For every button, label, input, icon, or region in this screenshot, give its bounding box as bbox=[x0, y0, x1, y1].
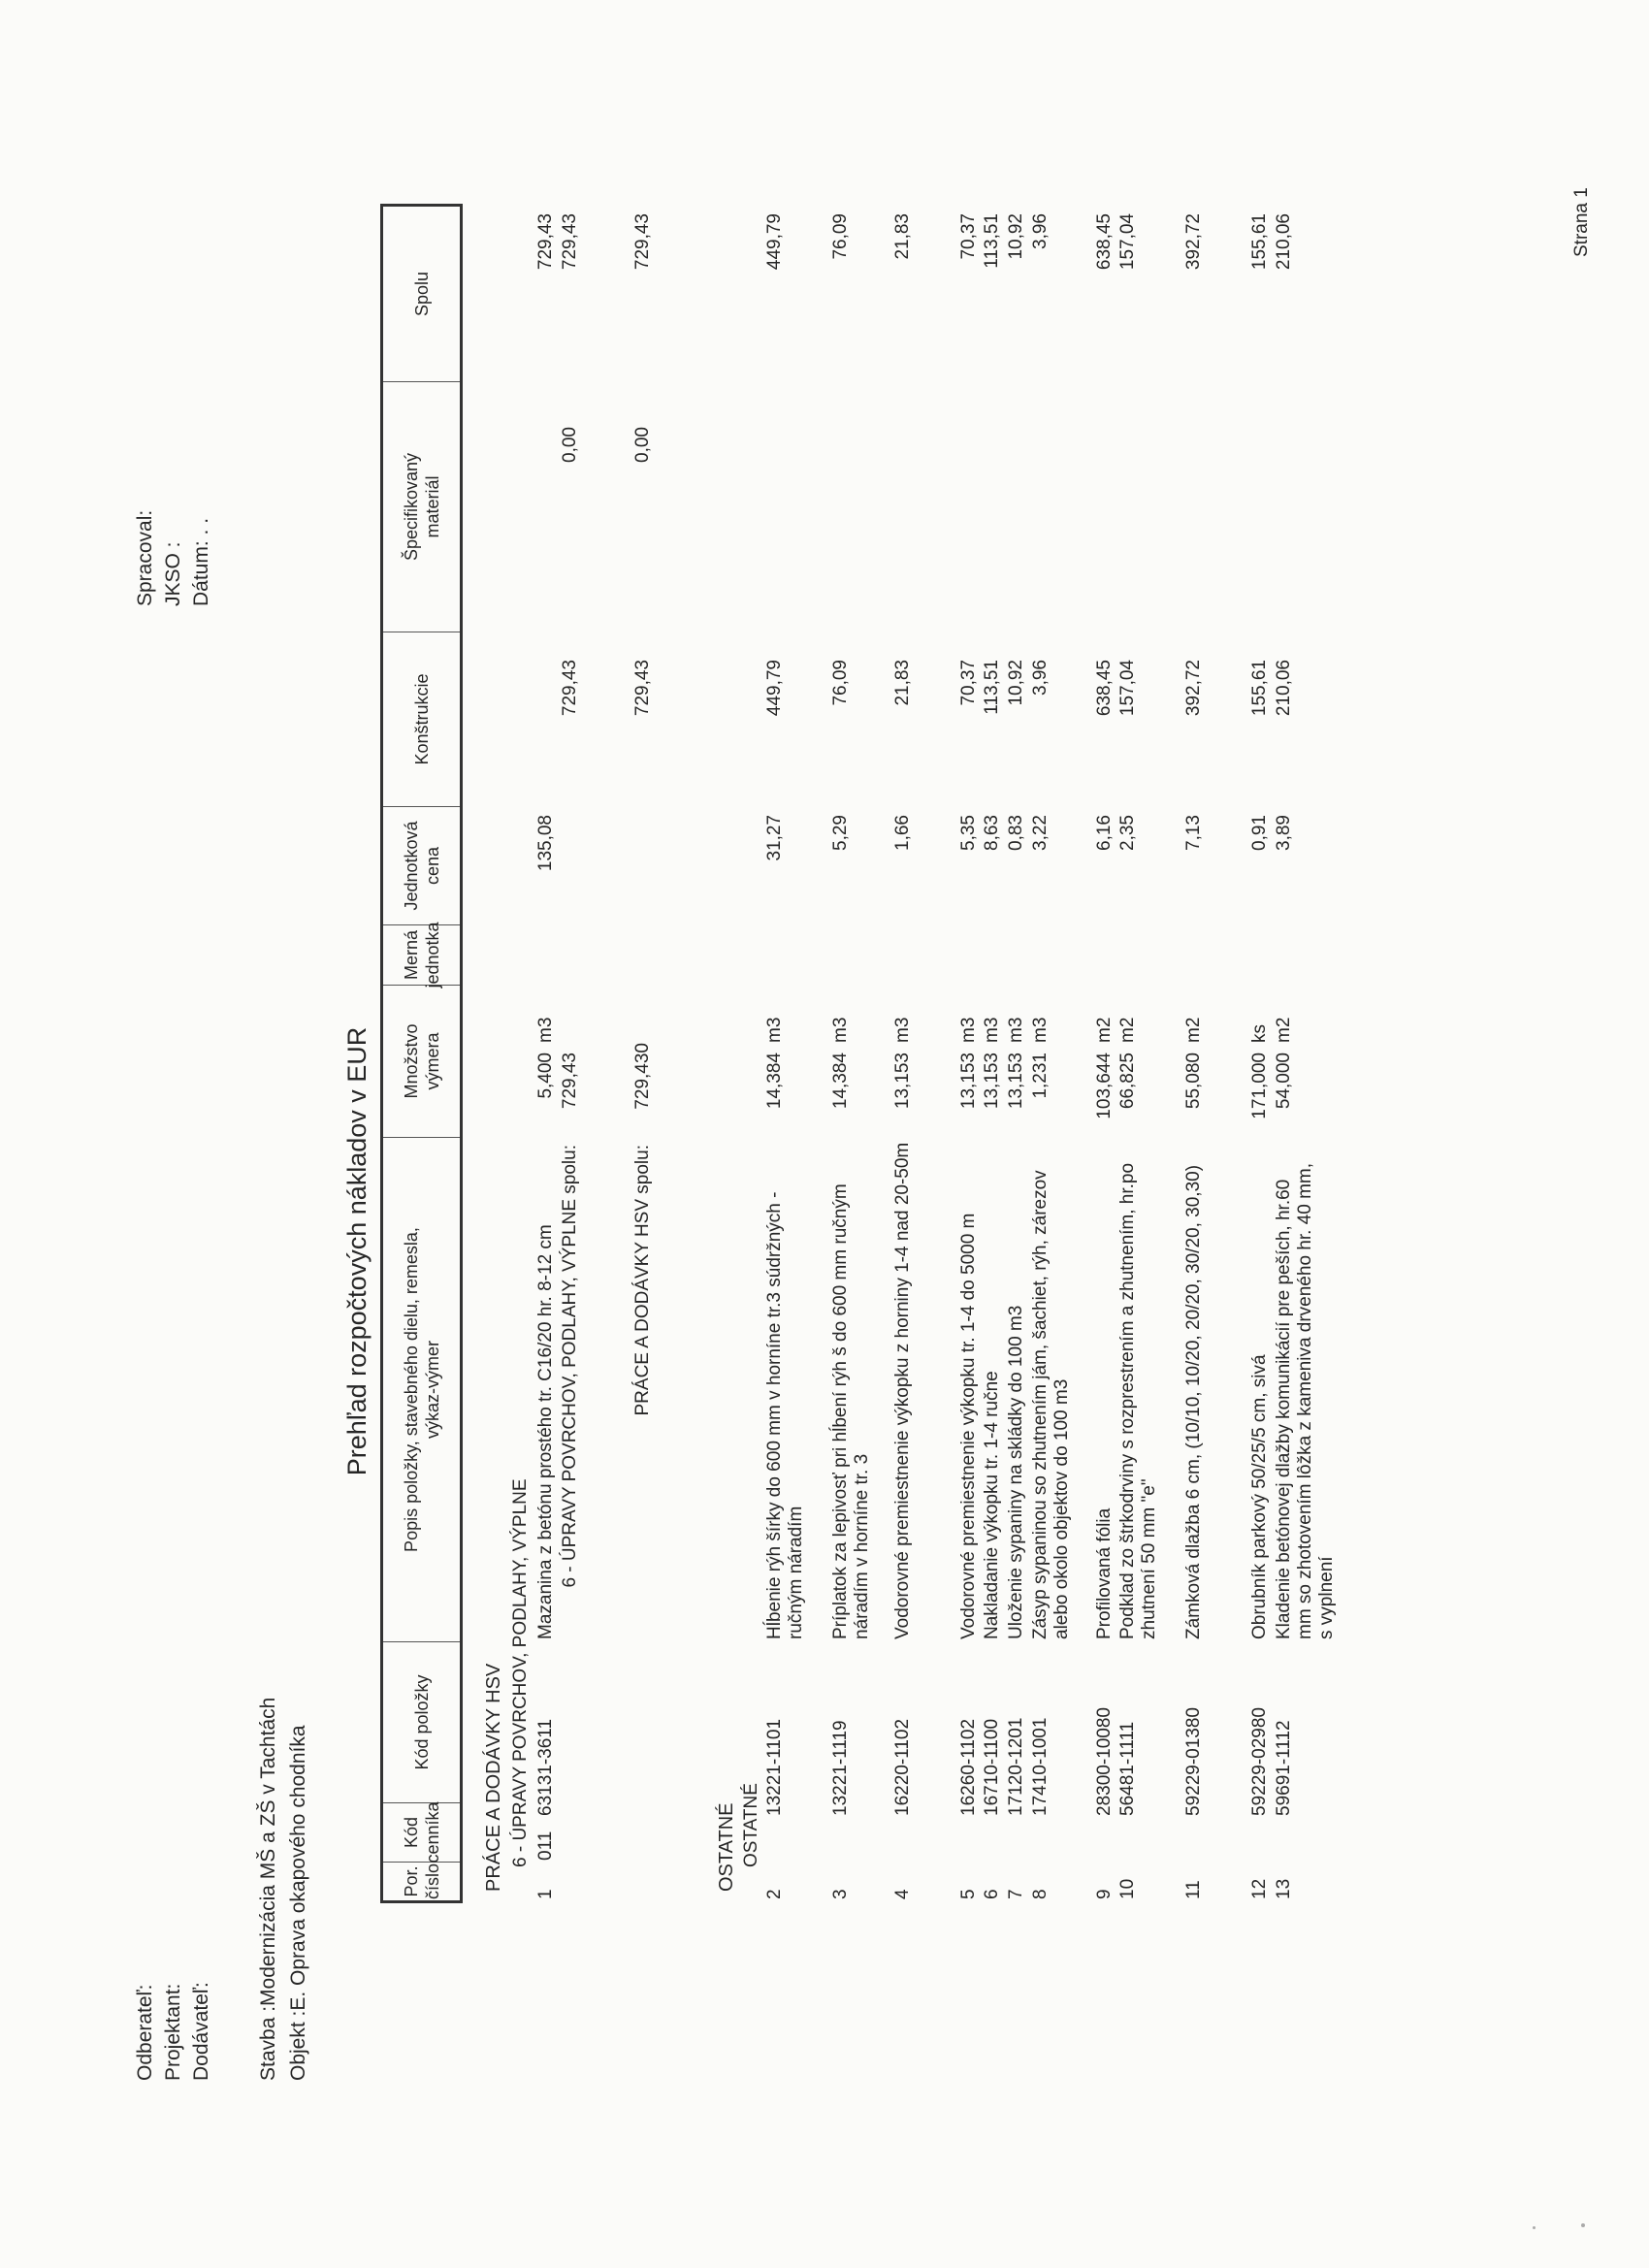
row-2-spolu: 449,79 bbox=[764, 213, 785, 271]
col-por: Por. číslo bbox=[383, 1862, 460, 1900]
row-1-qty: 5,400 bbox=[535, 1053, 556, 1099]
row-13-por: 13 bbox=[1274, 1878, 1294, 1899]
row-2-kp: 13221-1101 bbox=[764, 1718, 785, 1816]
section-ostatne: OSTATNÉ bbox=[716, 1802, 737, 1892]
hsv-sum-mat: 0,00 bbox=[632, 427, 653, 463]
row-5-qty: 13,153 bbox=[958, 1053, 979, 1110]
row-3-konstr: 76,09 bbox=[830, 660, 851, 706]
row-1-kod: 011 bbox=[535, 1831, 556, 1861]
row-9-spolu: 638,45 bbox=[1094, 213, 1115, 271]
row-12-konstr: 155,61 bbox=[1249, 660, 1270, 717]
row-9-por: 9 bbox=[1094, 1889, 1115, 1899]
hsv-sum-konstr: 729,43 bbox=[632, 660, 653, 717]
row-13-jc: 3,89 bbox=[1274, 815, 1294, 851]
row-7-qty: 13,153 bbox=[1006, 1053, 1026, 1110]
scan-speck bbox=[1581, 2223, 1585, 2227]
row-2-konstr: 449,79 bbox=[764, 660, 785, 717]
section-upravy: 6 - ÚPRAVY POVRCHOV, PODLAHY, VÝPLNE bbox=[510, 1478, 531, 1867]
col-popis: Popis položky, stavebného dielu, remesla, výkaz-výmer bbox=[383, 1137, 460, 1641]
stavba-label: Stavba :Modernizácia MŠ a ZŠ v Tachtách bbox=[257, 1697, 279, 2081]
row-10-konstr: 157,04 bbox=[1117, 660, 1138, 717]
row-8-qty: 1,231 bbox=[1030, 1053, 1051, 1099]
row-13-spolu: 210,06 bbox=[1274, 213, 1294, 271]
row-13-konstr: 210,06 bbox=[1274, 660, 1294, 717]
row-13-qty: 54,000 bbox=[1274, 1053, 1294, 1110]
row-2-popis: Hĺbenie rýh šírky do 600 mm v horníne tr.3 súdržných - ručným náradím bbox=[764, 1191, 806, 1639]
row-11-popis: Zámková dlažba 6 cm, (10/10, 10/20, 20/20, 30/20, 30,30) bbox=[1183, 1164, 1204, 1639]
row-5-jc: 5,35 bbox=[958, 815, 979, 851]
row-7-kp: 17120-1201 bbox=[1006, 1717, 1026, 1816]
projektant-label: Projektant: bbox=[162, 1983, 184, 2081]
row-1-spolu: 729,43 bbox=[535, 213, 556, 271]
col-spolu: Spolu bbox=[411, 271, 432, 317]
row-8-kp: 17410-1001 bbox=[1030, 1717, 1051, 1816]
row-4-por: 4 bbox=[892, 1889, 913, 1899]
row-9-mj: m2 bbox=[1094, 1017, 1115, 1043]
row-3-qty: 14,384 bbox=[830, 1053, 851, 1110]
row-4-kp: 16220-1102 bbox=[892, 1718, 913, 1816]
row-1-por: 1 bbox=[535, 1889, 556, 1899]
row-4-jc: 1,66 bbox=[892, 815, 913, 851]
row-6-kp: 16710-1100 bbox=[982, 1718, 1002, 1816]
row-5-kp: 16260-1102 bbox=[958, 1718, 979, 1816]
col-material: Špecifikovaný materiál bbox=[383, 381, 460, 632]
section-ostatne-sub: OSTATNÉ bbox=[741, 1783, 761, 1867]
row-12-popis: Obrubník parkový 50/25/5 cm, sivá bbox=[1249, 1354, 1270, 1639]
row-10-spolu: 157,04 bbox=[1117, 213, 1138, 271]
row-11-qty: 55,080 bbox=[1183, 1053, 1204, 1110]
row-10-jc: 2,35 bbox=[1117, 815, 1138, 851]
row-10-kp: 56481-1111 bbox=[1117, 1721, 1138, 1816]
hsv-sum-label: PRÁCE A DODÁVKY HSV spolu: bbox=[632, 1145, 653, 1416]
row-13-popis: Kladenie betónovej dlažby komunikácií pre peších, hr.60 mm so zhotovením lôžka z kameniva drveného hr. 40 mm, s vyplnení bbox=[1274, 1162, 1337, 1639]
hsv-sum-qty: 729,430 bbox=[632, 1043, 653, 1110]
row-4-qty: 13,153 bbox=[892, 1053, 913, 1110]
row-1-kp: 63131-3611 bbox=[535, 1718, 556, 1816]
row-10-qty: 66,825 bbox=[1117, 1053, 1138, 1110]
col-mj: Merná jednotka bbox=[383, 924, 460, 985]
row-7-konstr: 10,92 bbox=[1006, 660, 1026, 706]
row-7-mj: m3 bbox=[1006, 1017, 1026, 1043]
row-7-popis: Uloženie sypaniny na skládky do 100 m3 bbox=[1006, 1305, 1026, 1639]
row-10-popis: Podklad zo štrkodrviny s rozprestrením a zhutnením, hr.po zhutnení 50 mm "e" bbox=[1117, 1162, 1159, 1639]
col-kod-polozky: Kód položky bbox=[383, 1641, 460, 1802]
row-6-qty: 13,153 bbox=[982, 1053, 1002, 1110]
row-10-mj: m2 bbox=[1117, 1017, 1138, 1043]
row-6-konstr: 113,51 bbox=[982, 660, 1002, 715]
row-8-jc: 3,22 bbox=[1030, 815, 1051, 851]
row-12-qty: 171,000 bbox=[1249, 1053, 1270, 1119]
row-1-mj: m3 bbox=[535, 1017, 556, 1043]
col-kod: Kód cenníka bbox=[383, 1802, 460, 1862]
row-4-spolu: 21,83 bbox=[892, 213, 913, 260]
row-13-kp: 59691-1112 bbox=[1274, 1720, 1294, 1816]
upravy-sum-spolu: 729,43 bbox=[560, 213, 580, 271]
row-1-jc: 135,08 bbox=[535, 815, 556, 872]
row-11-jc: 7,13 bbox=[1183, 815, 1204, 851]
row-6-mj: m3 bbox=[982, 1017, 1002, 1043]
page-number: Strana 1 bbox=[1571, 187, 1592, 257]
col-jc: Jednotková cena bbox=[383, 806, 460, 924]
row-6-popis: Nakladanie výkopku tr. 1-4 ručne bbox=[982, 1371, 1002, 1639]
section-hsv: PRÁCE A DODÁVKY HSV bbox=[483, 1663, 504, 1892]
scan-speck bbox=[1533, 2226, 1536, 2229]
row-11-konstr: 392,72 bbox=[1183, 660, 1204, 717]
row-3-por: 3 bbox=[830, 1889, 851, 1899]
datum-label: Dátum: . . bbox=[190, 517, 212, 606]
row-2-mj: m3 bbox=[764, 1017, 785, 1043]
row-13-mj: m2 bbox=[1274, 1017, 1294, 1043]
row-7-por: 7 bbox=[1006, 1889, 1026, 1899]
row-4-konstr: 21,83 bbox=[892, 660, 913, 706]
row-12-mj: ks bbox=[1249, 1024, 1270, 1043]
row-3-mj: m3 bbox=[830, 1017, 851, 1043]
row-5-por: 5 bbox=[958, 1889, 979, 1899]
upravy-sum-label: 6 - ÚPRAVY POVRCHOV, PODLAHY, VÝPLNE spolu: bbox=[560, 1145, 580, 1588]
row-8-popis: Zásyp sypaninou so zhutnením jám, šachiet, rýh, zárezov alebo okolo objektov do 100 m3 bbox=[1030, 1170, 1072, 1639]
row-7-jc: 0,83 bbox=[1006, 815, 1026, 851]
row-5-mj: m3 bbox=[958, 1017, 979, 1043]
row-9-kp: 28300-10080 bbox=[1094, 1707, 1115, 1816]
row-8-mj: m3 bbox=[1030, 1017, 1051, 1043]
col-mnozstvo: Množstvo výmera bbox=[383, 985, 460, 1137]
row-11-kp: 59229-01380 bbox=[1183, 1707, 1204, 1816]
row-12-jc: 0,91 bbox=[1249, 815, 1270, 851]
row-2-jc: 31,27 bbox=[764, 815, 785, 861]
row-3-spolu: 76,09 bbox=[830, 213, 851, 260]
row-11-mj: m2 bbox=[1183, 1017, 1204, 1043]
row-12-spolu: 155,61 bbox=[1249, 213, 1270, 271]
objekt-label: Objekt :E. Oprava okapového chodníka bbox=[287, 1725, 309, 2081]
jkso-label: JKSO : bbox=[162, 541, 184, 606]
row-6-jc: 8,63 bbox=[982, 815, 1002, 851]
row-5-spolu: 70,37 bbox=[958, 213, 979, 260]
row-4-popis: Vodorovné premiestnenie výkopku z horniny 1-4 nad 20-50m bbox=[892, 1142, 913, 1639]
row-11-por: 11 bbox=[1183, 1880, 1204, 1899]
odberatel-label: Odberateľ: bbox=[134, 1984, 156, 2081]
table-header bbox=[380, 204, 463, 1903]
spracoval-label: Spracoval: bbox=[134, 509, 156, 606]
row-12-kp: 59229-02980 bbox=[1249, 1707, 1270, 1816]
row-9-konstr: 638,45 bbox=[1094, 660, 1115, 717]
row-8-konstr: 3,96 bbox=[1030, 660, 1051, 696]
page-title: Prehľad rozpočtových nákladov v EUR bbox=[342, 1026, 372, 1476]
row-5-konstr: 70,37 bbox=[958, 660, 979, 706]
row-3-popis: Príplatok za lepivosť pri hĺbení rýh š do 600 mm ručným náradím v horníne tr. 3 bbox=[830, 1183, 872, 1639]
row-3-kp: 13221-1119 bbox=[830, 1720, 851, 1816]
document-page bbox=[19, 19, 1630, 2251]
row-7-spolu: 10,92 bbox=[1006, 213, 1026, 260]
row-10-por: 10 bbox=[1117, 1878, 1138, 1899]
row-4-mj: m3 bbox=[892, 1017, 913, 1043]
row-8-por: 8 bbox=[1030, 1889, 1051, 1899]
header-left bbox=[131, 1982, 215, 2081]
row-6-por: 6 bbox=[982, 1889, 1002, 1899]
row-2-por: 2 bbox=[764, 1889, 785, 1899]
hsv-sum-spolu: 729,43 bbox=[632, 213, 653, 271]
row-3-jc: 5,29 bbox=[830, 815, 851, 851]
header-right bbox=[131, 510, 215, 606]
row-9-popis: Profilovaná fólia bbox=[1094, 1507, 1115, 1639]
row-11-spolu: 392,72 bbox=[1183, 213, 1204, 271]
col-konstrukcie: Konštrukcie bbox=[383, 632, 460, 806]
row-2-qty: 14,384 bbox=[764, 1053, 785, 1110]
upravy-sum-konstr: 729,43 bbox=[560, 660, 580, 717]
dodavatel-label: Dodávateľ: bbox=[190, 1982, 212, 2081]
row-9-qty: 103,644 bbox=[1094, 1053, 1115, 1119]
row-12-por: 12 bbox=[1249, 1878, 1270, 1899]
row-5-popis: Vodorovné premiestnenie výkopku tr. 1-4 do 5000 m bbox=[958, 1213, 979, 1639]
upravy-sum-qty: 729,43 bbox=[560, 1053, 580, 1110]
upravy-sum-mat: 0,00 bbox=[560, 427, 580, 463]
row-9-jc: 6,16 bbox=[1094, 815, 1115, 851]
row-6-spolu: 113,51 bbox=[982, 213, 1002, 269]
row-8-spolu: 3,96 bbox=[1030, 213, 1051, 249]
row-1-popis: Mazanina z betónu prostého tr. C16/20 hr. 8-12 cm bbox=[535, 1224, 556, 1639]
